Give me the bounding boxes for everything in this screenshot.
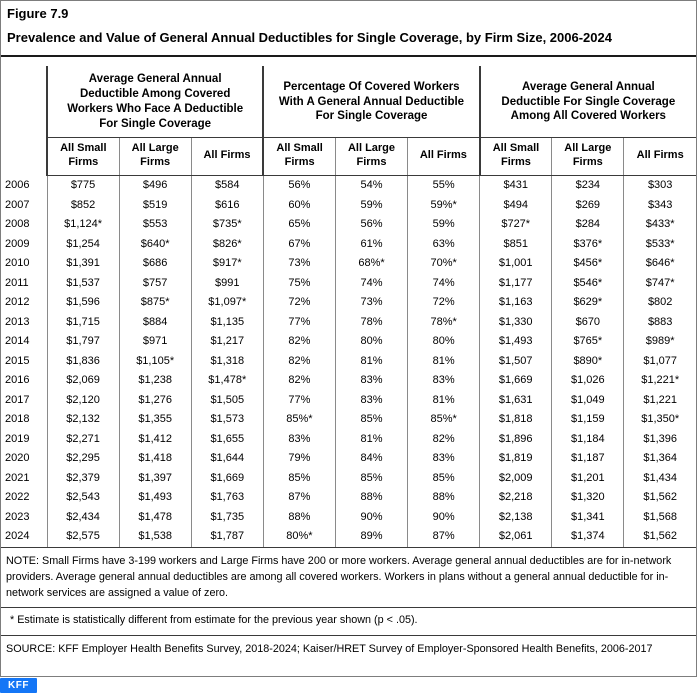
year-column-spacer bbox=[1, 137, 47, 176]
table-row-2009 bbox=[1, 235, 696, 255]
table-row-2008 bbox=[1, 215, 696, 235]
data-cell: $826* bbox=[191, 235, 263, 255]
data-cell: $546* bbox=[552, 274, 624, 294]
data-cell: $757 bbox=[119, 274, 191, 294]
data-cell: $2,575 bbox=[47, 527, 119, 547]
data-cell: $1,221* bbox=[624, 371, 696, 391]
data-cell: 79% bbox=[263, 449, 335, 469]
data-cell: $1,201 bbox=[552, 469, 624, 489]
data-cell: $1,818 bbox=[480, 410, 552, 430]
data-cell: $1,434 bbox=[624, 469, 696, 489]
data-cell: 83% bbox=[408, 449, 480, 469]
data-cell: 55% bbox=[408, 176, 480, 196]
table-row-2007 bbox=[1, 196, 696, 216]
data-cell: $616 bbox=[191, 196, 263, 216]
data-cell: $670 bbox=[552, 313, 624, 333]
data-cell: 85%* bbox=[408, 410, 480, 430]
table-row-2018 bbox=[1, 410, 696, 430]
data-cell: 81% bbox=[335, 430, 407, 450]
data-cell: 68%* bbox=[335, 254, 407, 274]
data-cell: $851 bbox=[480, 235, 552, 255]
data-cell: 83% bbox=[335, 371, 407, 391]
data-cell: $303 bbox=[624, 176, 696, 196]
figure-number: Figure 7.9 bbox=[7, 6, 69, 21]
data-cell: 73% bbox=[263, 254, 335, 274]
data-cell: $1,412 bbox=[119, 430, 191, 450]
data-cell: $890* bbox=[552, 352, 624, 372]
data-cell: $1,097* bbox=[191, 293, 263, 313]
group-header-1: Average General Annual Deductible Among Covered Workers Who Face A Deductible For Single Coverage bbox=[47, 66, 263, 137]
data-cell: 81% bbox=[408, 352, 480, 372]
subheader-3-3: All Firms bbox=[624, 137, 696, 176]
data-cell: 67% bbox=[263, 235, 335, 255]
data-cell: 85% bbox=[335, 410, 407, 430]
data-cell: $1,596 bbox=[47, 293, 119, 313]
table-row-2021 bbox=[1, 469, 696, 489]
data-cell: $1,787 bbox=[191, 527, 263, 547]
table-row-2015 bbox=[1, 352, 696, 372]
data-cell: $1,320 bbox=[552, 488, 624, 508]
year-cell: 2019 bbox=[5, 432, 30, 445]
data-cell: $735* bbox=[191, 215, 263, 235]
data-cell: $1,418 bbox=[119, 449, 191, 469]
data-cell: 83% bbox=[335, 391, 407, 411]
data-cell: 90% bbox=[408, 508, 480, 528]
table-row-2006 bbox=[1, 176, 696, 196]
data-cell: 77% bbox=[263, 313, 335, 333]
data-cell: $1,026 bbox=[552, 371, 624, 391]
data-cell: $1,374 bbox=[552, 527, 624, 547]
data-cell: $1,163 bbox=[480, 293, 552, 313]
data-cell: $1,001 bbox=[480, 254, 552, 274]
asterisk-note: * Estimate is statistically different from estimate for the previous year shown (p < .05). bbox=[1, 607, 696, 634]
data-cell: $1,124* bbox=[47, 215, 119, 235]
data-cell: 82% bbox=[263, 352, 335, 372]
data-cell: 87% bbox=[408, 527, 480, 547]
data-cell: 85%* bbox=[263, 410, 335, 430]
data-cell: $1,819 bbox=[480, 449, 552, 469]
data-cell: $2,061 bbox=[480, 527, 552, 547]
data-cell: $1,896 bbox=[480, 430, 552, 450]
year-cell: 2022 bbox=[5, 491, 30, 504]
data-cell: 61% bbox=[335, 235, 407, 255]
data-cell: $269 bbox=[552, 196, 624, 216]
data-cell: $2,434 bbox=[47, 508, 119, 528]
data-cell: $1,836 bbox=[47, 352, 119, 372]
data-cell: 65% bbox=[263, 215, 335, 235]
data-cell: 85% bbox=[335, 469, 407, 489]
data-cell: $1,391 bbox=[47, 254, 119, 274]
data-cell: 81% bbox=[335, 352, 407, 372]
table-row-2010 bbox=[1, 254, 696, 274]
data-cell: $1,049 bbox=[552, 391, 624, 411]
data-cell: 70%* bbox=[408, 254, 480, 274]
data-cell: $1,507 bbox=[480, 352, 552, 372]
data-cell: $2,543 bbox=[47, 488, 119, 508]
data-cell: $519 bbox=[119, 196, 191, 216]
data-cell: $1,562 bbox=[624, 527, 696, 547]
year-cell: 2009 bbox=[5, 237, 30, 250]
note-section: NOTE: Small Firms have 3-199 workers and Large Firms have 200 or more workers. Average general annual deductibles are for in-network providers. Average general annual deductibles are among all covered workers. Workers in plans without a general annual deductible for in-network services are assigned a value of zero. bbox=[1, 547, 696, 608]
data-cell: 85% bbox=[408, 469, 480, 489]
data-cell: 75% bbox=[263, 274, 335, 294]
data-cell: $2,218 bbox=[480, 488, 552, 508]
data-cell: $1,364 bbox=[624, 449, 696, 469]
data-cell: $802 bbox=[624, 293, 696, 313]
data-cell: 89% bbox=[335, 527, 407, 547]
data-cell: $2,295 bbox=[47, 449, 119, 469]
data-cell: $494 bbox=[480, 196, 552, 216]
data-cell: $1,568 bbox=[624, 508, 696, 528]
data-cell: $1,177 bbox=[480, 274, 552, 294]
table-row-2017 bbox=[1, 391, 696, 411]
data-cell: $2,271 bbox=[47, 430, 119, 450]
data-cell: 82% bbox=[263, 371, 335, 391]
subheader-1-2: All Large Firms bbox=[119, 137, 191, 176]
subheader-3-2: All Large Firms bbox=[552, 137, 624, 176]
year-cell: 2007 bbox=[5, 198, 30, 211]
data-cell: 77% bbox=[263, 391, 335, 411]
data-cell: 83% bbox=[408, 371, 480, 391]
group-header-row bbox=[1, 66, 696, 137]
data-cell: $1,184 bbox=[552, 430, 624, 450]
kff-logo: KFF bbox=[0, 678, 37, 693]
table-body bbox=[1, 176, 696, 547]
data-cell: $456* bbox=[552, 254, 624, 274]
data-cell: $1,238 bbox=[119, 371, 191, 391]
data-cell: $1,396 bbox=[624, 430, 696, 450]
data-cell: 80% bbox=[335, 332, 407, 352]
subheader-1-3: All Firms bbox=[191, 137, 263, 176]
data-cell: 72% bbox=[408, 293, 480, 313]
year-cell: 2013 bbox=[5, 315, 30, 328]
data-cell: $1,105* bbox=[119, 352, 191, 372]
table-row-2012 bbox=[1, 293, 696, 313]
data-cell: $1,715 bbox=[47, 313, 119, 333]
data-cell: $875* bbox=[119, 293, 191, 313]
year-cell: 2010 bbox=[5, 257, 30, 270]
data-cell: 82% bbox=[263, 332, 335, 352]
year-cell: 2021 bbox=[5, 471, 30, 484]
data-cell: $1,538 bbox=[119, 527, 191, 547]
data-cell: $1,644 bbox=[191, 449, 263, 469]
data-cell: $2,120 bbox=[47, 391, 119, 411]
year-cell: 2017 bbox=[5, 393, 30, 406]
data-cell: $629* bbox=[552, 293, 624, 313]
table-row-2019 bbox=[1, 430, 696, 450]
data-cell: $1,797 bbox=[47, 332, 119, 352]
data-cell: $640* bbox=[119, 235, 191, 255]
data-cell: 88% bbox=[408, 488, 480, 508]
data-cell: $1,537 bbox=[47, 274, 119, 294]
data-cell: $1,735 bbox=[191, 508, 263, 528]
sub-header-row bbox=[1, 137, 696, 176]
data-cell: $971 bbox=[119, 332, 191, 352]
data-cell: 87% bbox=[263, 488, 335, 508]
data-cell: $765* bbox=[552, 332, 624, 352]
data-cell: 73% bbox=[335, 293, 407, 313]
subheader-1-1: All Small Firms bbox=[47, 137, 119, 176]
data-cell: $2,132 bbox=[47, 410, 119, 430]
year-cell: 2018 bbox=[5, 413, 30, 426]
data-cell: $686 bbox=[119, 254, 191, 274]
data-cell: $1,318 bbox=[191, 352, 263, 372]
year-cell: 2012 bbox=[5, 296, 30, 309]
deductibles-table bbox=[1, 66, 696, 547]
year-cell: 2014 bbox=[5, 335, 30, 348]
data-cell: $496 bbox=[119, 176, 191, 196]
table-row-2016 bbox=[1, 371, 696, 391]
data-cell: $1,355 bbox=[119, 410, 191, 430]
subheader-2-1: All Small Firms bbox=[263, 137, 335, 176]
data-cell: $884 bbox=[119, 313, 191, 333]
data-cell: $1,217 bbox=[191, 332, 263, 352]
subheader-3-1: All Small Firms bbox=[480, 137, 552, 176]
data-cell: 83% bbox=[263, 430, 335, 450]
data-cell: $1,276 bbox=[119, 391, 191, 411]
table-row-2023 bbox=[1, 508, 696, 528]
data-cell: 74% bbox=[408, 274, 480, 294]
figure-title: Prevalence and Value of General Annual Deductibles for Single Coverage, by Firm Size, 2006-2024 bbox=[7, 30, 612, 45]
data-cell: 80% bbox=[408, 332, 480, 352]
data-cell: $883 bbox=[624, 313, 696, 333]
year-cell: 2015 bbox=[5, 354, 30, 367]
table-row-2014 bbox=[1, 332, 696, 352]
table-header bbox=[1, 66, 696, 176]
table-row-2022 bbox=[1, 488, 696, 508]
table-row-2024 bbox=[1, 527, 696, 547]
data-cell: 56% bbox=[263, 176, 335, 196]
data-cell: 54% bbox=[335, 176, 407, 196]
year-cell: 2016 bbox=[5, 374, 30, 387]
data-cell: 59%* bbox=[408, 196, 480, 216]
data-cell: $1,341 bbox=[552, 508, 624, 528]
year-column-spacer bbox=[1, 66, 47, 137]
data-cell: $1,669 bbox=[480, 371, 552, 391]
data-cell: $234 bbox=[552, 176, 624, 196]
data-cell: 90% bbox=[335, 508, 407, 528]
data-cell: 63% bbox=[408, 235, 480, 255]
data-cell: 84% bbox=[335, 449, 407, 469]
data-cell: $917* bbox=[191, 254, 263, 274]
data-cell: $852 bbox=[47, 196, 119, 216]
subheader-2-2: All Large Firms bbox=[335, 137, 407, 176]
data-cell: $747* bbox=[624, 274, 696, 294]
year-cell: 2011 bbox=[5, 276, 29, 289]
data-cell: $2,009 bbox=[480, 469, 552, 489]
data-cell: $1,330 bbox=[480, 313, 552, 333]
data-cell: $376* bbox=[552, 235, 624, 255]
data-cell: $727* bbox=[480, 215, 552, 235]
data-cell: $1,077 bbox=[624, 352, 696, 372]
data-cell: $2,379 bbox=[47, 469, 119, 489]
data-cell: $553 bbox=[119, 215, 191, 235]
data-cell: $1,763 bbox=[191, 488, 263, 508]
data-cell: $1,350* bbox=[624, 410, 696, 430]
group-header-2: Percentage Of Covered Workers With A General Annual Deductible For Single Coverage bbox=[263, 66, 479, 137]
data-cell: 59% bbox=[335, 196, 407, 216]
data-cell: 80%* bbox=[263, 527, 335, 547]
data-cell: $1,505 bbox=[191, 391, 263, 411]
data-cell: $2,138 bbox=[480, 508, 552, 528]
data-cell: $989* bbox=[624, 332, 696, 352]
data-cell: 59% bbox=[408, 215, 480, 235]
data-cell: 82% bbox=[408, 430, 480, 450]
data-cell: $1,187 bbox=[552, 449, 624, 469]
data-cell: 74% bbox=[335, 274, 407, 294]
year-cell: 2023 bbox=[5, 510, 30, 523]
data-cell: $1,573 bbox=[191, 410, 263, 430]
data-cell: $1,254 bbox=[47, 235, 119, 255]
data-cell: $775 bbox=[47, 176, 119, 196]
data-cell: $991 bbox=[191, 274, 263, 294]
group-header-3: Average General Annual Deductible For Single Coverage Among All Covered Workers bbox=[480, 66, 696, 137]
table-row-2011 bbox=[1, 274, 696, 294]
data-cell: 78%* bbox=[408, 313, 480, 333]
data-cell: $1,478* bbox=[191, 371, 263, 391]
subheader-2-3: All Firms bbox=[408, 137, 480, 176]
data-cell: 88% bbox=[263, 508, 335, 528]
data-cell: 81% bbox=[408, 391, 480, 411]
source-note: SOURCE: KFF Employer Health Benefits Survey, 2018-2024; Kaiser/HRET Survey of Employer-Sponsored Health Benefits, 2006-2017 bbox=[1, 635, 696, 662]
data-cell: $343 bbox=[624, 196, 696, 216]
data-cell: $284 bbox=[552, 215, 624, 235]
year-cell: 2008 bbox=[5, 218, 30, 231]
data-cell: 56% bbox=[335, 215, 407, 235]
data-cell: $1,493 bbox=[119, 488, 191, 508]
data-cell: 60% bbox=[263, 196, 335, 216]
data-cell: 72% bbox=[263, 293, 335, 313]
data-cell: 88% bbox=[335, 488, 407, 508]
data-cell: $533* bbox=[624, 235, 696, 255]
table-row-2013 bbox=[1, 313, 696, 333]
title-section bbox=[1, 1, 696, 57]
table-row-2020 bbox=[1, 449, 696, 469]
year-cell: 2024 bbox=[5, 530, 30, 543]
year-cell: 2020 bbox=[5, 452, 30, 465]
data-cell: $1,562 bbox=[624, 488, 696, 508]
data-cell: $2,069 bbox=[47, 371, 119, 391]
data-cell: $1,221 bbox=[624, 391, 696, 411]
data-cell: $1,493 bbox=[480, 332, 552, 352]
data-cell: 78% bbox=[335, 313, 407, 333]
data-cell: $1,135 bbox=[191, 313, 263, 333]
data-cell: 85% bbox=[263, 469, 335, 489]
data-cell: $1,631 bbox=[480, 391, 552, 411]
data-cell: $646* bbox=[624, 254, 696, 274]
data-cell: $431 bbox=[480, 176, 552, 196]
data-cell: $1,397 bbox=[119, 469, 191, 489]
data-cell: $433* bbox=[624, 215, 696, 235]
data-cell: $584 bbox=[191, 176, 263, 196]
data-cell: $1,669 bbox=[191, 469, 263, 489]
data-cell: $1,478 bbox=[119, 508, 191, 528]
data-cell: $1,655 bbox=[191, 430, 263, 450]
year-cell: 2006 bbox=[5, 179, 30, 192]
data-cell: $1,159 bbox=[552, 410, 624, 430]
